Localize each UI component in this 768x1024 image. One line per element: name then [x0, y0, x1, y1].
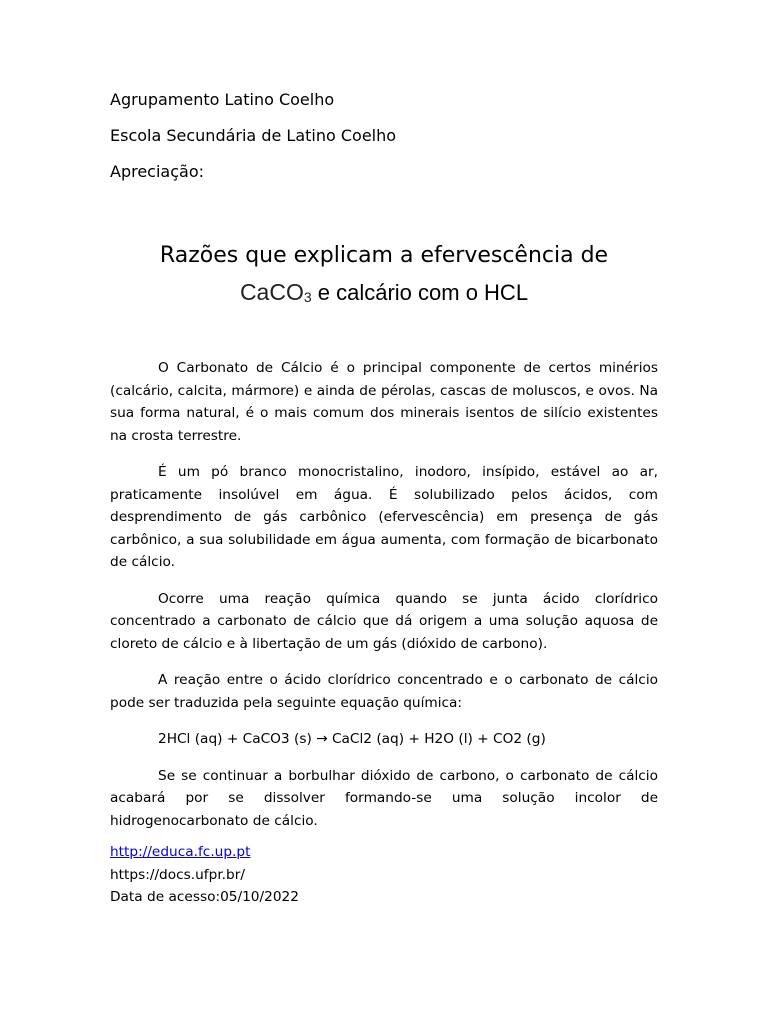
evaluation-label: Apreciação: [110, 162, 204, 181]
title-line-2 [110, 276, 658, 313]
document-header [110, 88, 396, 196]
formula-main: CaCO [239, 279, 304, 305]
school-group-name: Agrupamento Latino Coelho [110, 90, 335, 109]
document-body [110, 357, 658, 846]
school-name: Escola Secundária de Latino Coelho [110, 126, 397, 145]
paragraph-5: Se se continuar a borbulhar dióxido de carbono, o carbonato de cálcio acabará por se dissolver formando-se uma solução incolor de hidrogenocarbonato de cálcio. [110, 767, 658, 829]
paragraph-1: O Carbonato de Cálcio é o principal componente de certos minérios (calcário, calcita, mármore) e ainda de pérolas, cascas de moluscos, e ovos. Na sua forma natural, é o mais comum dos minerais isentos de silício existentes na crosta terrestre. [110, 360, 658, 444]
title-line-2-rest: e calcário com o HCL [311, 280, 529, 305]
reference-link-ufpr: https://docs.ufpr.br/ [110, 866, 245, 883]
access-date: Data de acesso:05/10/2022 [110, 889, 299, 905]
document-title [110, 240, 658, 313]
paragraph-3: Ocorre uma reação química quando se junta ácido clorídrico concentrado a carbonato de cálcio que dá origem a uma solução aquosa de cloreto de cálcio e à libertação de um gás (dióxido de carbono). [110, 590, 658, 652]
chemical-formula [240, 279, 312, 305]
reference-link-educa[interactable]: http://educa.fc.up.pt [110, 844, 251, 860]
paragraph-4: A reação entre o ácido clorídrico concentrado e o carbonato de cálcio pode ser traduzida pela seguinte equação química: [110, 672, 658, 711]
references [110, 841, 299, 909]
chemical-equation: 2HCl (aq) + CaCO3 (s) → CaCl2 (aq) + H2O (l) + CO2 (g) [158, 731, 546, 747]
paragraph-2: É um pó branco monocristalino, inodoro, insípido, estável ao ar, praticamente insolúvel em água. É solubilizado pelos ácidos, com desprendimento de gás carbônico (efervescência) em presença de gás carbônico, a sua solubilidade em água aumenta, com formação de bicarbonato de cálcio. [110, 464, 658, 570]
formula-subscript: 3 [303, 289, 312, 305]
title-line-1: Razões que explicam a efervescência de [159, 243, 609, 268]
